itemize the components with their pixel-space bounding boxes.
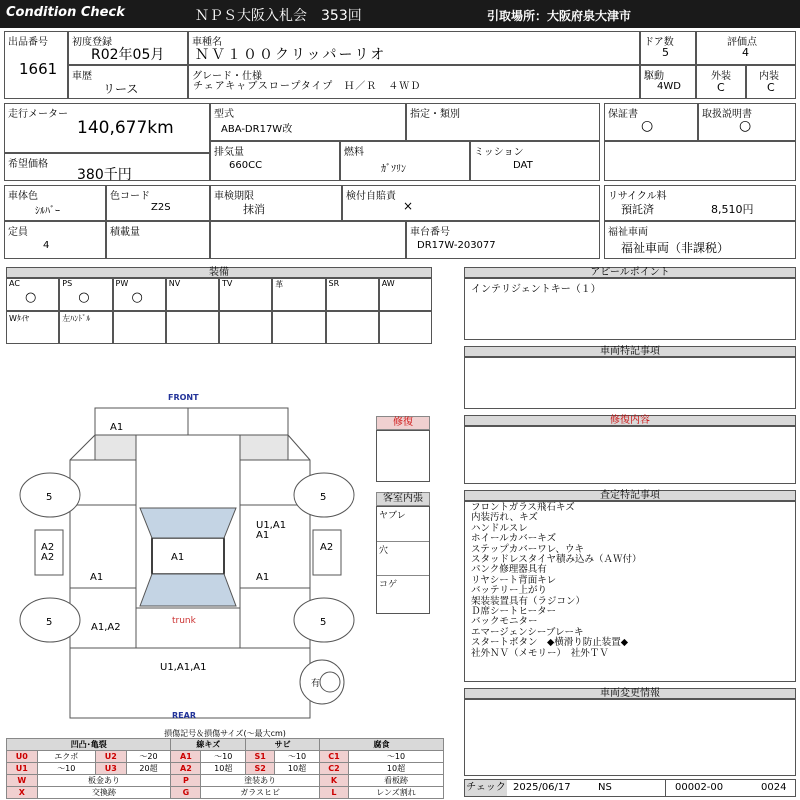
inspection-value: 抹消 — [243, 203, 265, 216]
legend-code: U1 — [7, 763, 38, 775]
equipment-cell-nv — [166, 278, 219, 311]
doors-value: 5 — [662, 46, 669, 59]
inspector: NS — [598, 782, 612, 793]
equipment-cell-row2 — [326, 311, 379, 344]
inspection-note: 社外ＮＶ（メモリー） 社外ＴＶ — [471, 647, 609, 659]
code-2: 0024 — [761, 782, 787, 793]
legend-desc: ガラスヒビ — [201, 787, 320, 799]
equipment-label: 革 — [275, 280, 284, 289]
liability-box: 検付自賠責 × — [342, 185, 600, 221]
pickup-location: 引取場所：大阪府泉大津市 — [487, 9, 632, 23]
legend-desc: ～10 — [349, 751, 444, 763]
special-title: 車両特記事項 — [464, 346, 796, 357]
cabin-item-burn: コゲ — [379, 580, 398, 590]
brand-title: Condition Check — [6, 5, 125, 20]
equipment-cell-row2 — [379, 311, 432, 344]
lot-number: 1661 — [19, 60, 58, 78]
equipment-row-2 — [6, 311, 432, 344]
equipment-cell-row2 — [166, 311, 219, 344]
front-windshield — [140, 508, 236, 538]
fuel-value: ｶﾞｿﾘﾝ — [381, 164, 406, 175]
legend-group: 腐食 — [319, 739, 443, 751]
spare-label: 有 — [311, 679, 321, 689]
changes-title: 車両変更情報 — [464, 688, 796, 699]
fuel-box: 燃料 ｶﾞｿﾘﾝ — [340, 141, 470, 181]
mark-rear-bumper: U1,A1,A1 — [160, 662, 207, 673]
model-box: 型式 ABA-DR17W改 — [210, 103, 406, 141]
car-diagram — [0, 380, 375, 725]
equipment-cell-row2 — [59, 311, 112, 344]
legend-code: W — [7, 775, 38, 787]
equipment-cell-row2 — [219, 311, 272, 344]
special-box — [464, 357, 796, 409]
interior-box: 内装 C — [746, 65, 796, 99]
price-value: 380千円 — [77, 167, 132, 183]
history-box: 車歴 リース — [68, 65, 188, 99]
inspection-notes-box — [464, 501, 796, 682]
footer-bar — [464, 779, 796, 797]
color-code-box: 色コード Z2S — [106, 185, 210, 221]
drive-value: 4WD — [657, 81, 681, 92]
mileage-value: 140,677km — [77, 118, 174, 138]
mark-right-mirror: A2 — [320, 542, 334, 553]
equipment-cell-pw — [113, 278, 166, 311]
legend-code: G — [171, 787, 201, 799]
liability-value: × — [403, 199, 414, 213]
first-reg-value: R02年05月 — [91, 47, 165, 63]
appeal-title: アピールポイント — [464, 267, 796, 278]
doors-box: ドア数 5 — [640, 31, 696, 65]
displacement-box: 排気量 660CC — [210, 141, 340, 181]
mark-left-mirror: A2 A2 — [41, 542, 55, 563]
appeal-text: インテリジェントキー（１） — [471, 284, 601, 295]
inspection-note: リヤシート背面キレ — [471, 574, 557, 586]
legend-code: U3 — [96, 763, 127, 775]
legend-code: P — [171, 775, 201, 787]
legend-desc: ～20 — [126, 751, 171, 763]
equipment-mark: ○ — [131, 290, 143, 305]
equipment-label: Wﾀｲﾔ — [9, 314, 29, 323]
recycle-box: リサイクル料 預託済 8,510円 — [604, 185, 796, 221]
equipment-cell-row2 — [272, 311, 325, 344]
mark-hood-left: A1 — [110, 422, 124, 433]
repair-box-title: 修復 — [376, 416, 430, 430]
cabin-title: 客室内張 — [376, 492, 430, 506]
cabin-item-tear: ヤブレ — [379, 511, 406, 521]
legend-desc: ～10 — [201, 751, 246, 763]
appeal-box — [464, 278, 796, 340]
equipment-cell-tv — [219, 278, 272, 311]
legend-desc: 板金あり — [37, 775, 171, 787]
drive-box: 駆動 4WD — [640, 65, 696, 99]
grade-value: チェアキャブスロープタイプ Ｈ／Ｒ ４ＷＤ — [193, 81, 422, 92]
inspection-note: フロントガラス飛石キズ — [471, 502, 575, 513]
equipment-label: NV — [168, 279, 181, 288]
legend-code: L — [319, 787, 348, 799]
cabin-box — [376, 506, 430, 614]
legend-desc: 10超 — [349, 763, 444, 775]
equipment-title: 装備 — [6, 267, 432, 278]
price-box: 希望価格 380千円 — [4, 153, 210, 181]
inspection-note: スタートボタン ◆横滑り防止装置◆ — [471, 637, 629, 649]
equipment-mark: ○ — [78, 290, 90, 305]
legend-code: C1 — [319, 751, 348, 763]
legend-group: 線キズ — [171, 739, 246, 751]
exterior-value: C — [717, 81, 725, 94]
equipment-mark: ○ — [25, 290, 37, 305]
legend-code: A2 — [171, 763, 201, 775]
equipment-label: SR — [328, 279, 340, 288]
equipment-row-1 — [6, 278, 432, 311]
legend-code: A1 — [171, 751, 201, 763]
equipment-cell-sr — [326, 278, 379, 311]
repair-box — [376, 430, 430, 482]
legend-code: C2 — [319, 763, 348, 775]
score-value: 4 — [742, 46, 749, 59]
legend-desc: ～10 — [275, 751, 320, 763]
equipment-cell-革 — [272, 278, 325, 311]
score-box: 評価点 4 — [696, 31, 796, 65]
rear-windshield — [140, 574, 236, 606]
warranty-box: 保証書 ○ — [604, 103, 698, 141]
first-reg-box: 初度登録 R02年05月 — [68, 31, 188, 65]
inspection-note: パンク修理器具有 — [471, 564, 547, 576]
inspection-note: 内装汚れ、キズ — [471, 512, 538, 524]
inspection-notes-list — [471, 503, 642, 659]
legend-code: S1 — [246, 751, 275, 763]
equipment-cell-row2 — [6, 311, 59, 344]
legend-code: S2 — [246, 763, 275, 775]
equipment-label: PS — [62, 279, 73, 288]
welfare-value: 福祉車両（非課税） — [621, 241, 730, 255]
auction-title: ＮＰＳ大阪入札会 353回 — [195, 8, 362, 24]
lot-box: 出品番号 1661 — [4, 31, 68, 99]
legend-desc: 交換跡 — [37, 787, 171, 799]
legend-desc: 20超 — [126, 763, 171, 775]
load-box: 積載量 — [106, 221, 210, 259]
mileage-box: 走行メーター 140,677km — [4, 103, 210, 153]
history-value: リース — [103, 82, 139, 96]
legend-group: サビ — [246, 739, 320, 751]
welfare-box: 福祉車両 福祉車両（非課税） — [604, 221, 796, 259]
inspection-note: 架装装置具有（ラジコン） — [471, 595, 586, 607]
mark-roof: A1 — [171, 552, 185, 563]
equipment-label: PW — [115, 279, 129, 288]
legend-desc: ～10 — [37, 763, 95, 775]
legend-code: U2 — [96, 751, 127, 763]
repair-content-box — [464, 426, 796, 484]
inspection-note: ホイールカバーキズ — [471, 533, 557, 545]
legend-code: X — [7, 787, 38, 799]
mark-right-front: U1,A1 A1 — [256, 520, 287, 541]
tire-fl-value: 5 — [46, 492, 53, 503]
mission-value: DAT — [513, 160, 533, 171]
legend-title: 損傷記号＆損傷サイズ(～最大cm) — [164, 729, 286, 738]
header-bar — [0, 0, 800, 28]
car-name-value: ＮＶ１００クリッパーリオ — [195, 47, 387, 63]
color-value: ｼﾙﾊﾞｰ — [35, 206, 60, 217]
color-code-value: Z2S — [151, 202, 171, 213]
legend-desc: エクボ — [37, 751, 95, 763]
mark-left-quarter: A1,A2 — [91, 622, 121, 633]
code-1: 00002-00 — [675, 782, 724, 793]
inspection-note: バックモニター — [471, 616, 538, 628]
inspection-note: Ｄ席シートヒーター — [471, 606, 557, 618]
legend-desc: レンズ割れ — [349, 787, 444, 799]
front-label: FRONT — [168, 393, 199, 402]
equipment-cell-aw — [379, 278, 432, 311]
empty-box-1 — [604, 141, 796, 181]
damage-legend — [6, 738, 444, 799]
car-name-box: 車種名 ＮＶ１００クリッパーリオ — [188, 31, 640, 65]
trunk-label: trunk — [172, 616, 196, 626]
tire-fr-value: 5 — [320, 492, 327, 503]
interior-value: C — [767, 81, 775, 94]
legend-desc: 10超 — [275, 763, 320, 775]
model-value: ABA-DR17W改 — [221, 124, 293, 135]
grade-box: グレード・仕様 チェアキャブスロープタイプ Ｈ／Ｒ ４ＷＤ — [188, 65, 640, 99]
inspection-note: ステップカバーワレ、ウキ — [471, 543, 584, 555]
capacity-value: 4 — [43, 240, 50, 251]
equipment-cell-ps — [59, 278, 112, 311]
inspection-note: バッテリー上がり — [471, 585, 548, 597]
recycle-amount: 8,510円 — [711, 203, 754, 216]
legend-desc: 10超 — [201, 763, 246, 775]
chassis-box: 車台番号 DR17W-203077 — [406, 221, 600, 259]
rear-label: REAR — [172, 711, 196, 720]
tire-rl-value: 5 — [46, 617, 53, 628]
legend-desc: 塗装あり — [201, 775, 320, 787]
equipment-cell-row2 — [113, 311, 166, 344]
equipment-grid — [6, 278, 432, 344]
exterior-box: 外装 C — [696, 65, 746, 99]
equipment-label: AC — [9, 279, 20, 288]
repair-content-title: 修復内容 — [464, 415, 796, 426]
displacement-value: 660CC — [229, 160, 263, 171]
legend-code: U0 — [7, 751, 38, 763]
legend-code: K — [319, 775, 348, 787]
check-date: 2025/06/17 — [513, 782, 571, 793]
manual-box: 取扱説明書 ○ — [698, 103, 796, 141]
equipment-label: TV — [222, 279, 233, 288]
inspection-note: エマージェンシーブレーキ — [471, 626, 584, 638]
recycle-status: 預託済 — [621, 203, 654, 216]
equipment-cell-ac — [6, 278, 59, 311]
mark-right-rear: A1 — [256, 572, 270, 583]
changes-box — [464, 699, 796, 776]
legend-desc: 看板跡 — [349, 775, 444, 787]
inspection-notes-title: 査定特記事項 — [464, 490, 796, 501]
empty-box-2 — [210, 221, 406, 259]
chassis-value: DR17W-203077 — [417, 240, 496, 251]
mission-box: ミッション DAT — [470, 141, 600, 181]
manual-value: ○ — [739, 118, 752, 134]
mark-left-front: A1 — [90, 572, 104, 583]
equipment-label: 左ﾊﾝﾄﾞﾙ — [62, 314, 91, 323]
inspection-note: スタッドレスタイヤ積み込み（ＡＷ付） — [471, 554, 642, 566]
inspection-note: ハンドルスレ — [471, 522, 528, 534]
warranty-value: ○ — [641, 118, 654, 134]
inspection-box: 車検期限 抹消 — [210, 185, 342, 221]
check-label: チェック — [465, 780, 507, 796]
tire-rr-value: 5 — [320, 617, 327, 628]
legend-group: 凹凸･亀裂 — [7, 739, 171, 751]
color-box: 車体色 ｼﾙﾊﾞｰ — [4, 185, 106, 221]
cabin-item-hole: 穴 — [379, 546, 389, 556]
equipment-label: AW — [381, 279, 395, 288]
designation-box: 指定・類別 — [406, 103, 600, 141]
capacity-box: 定員 4 — [4, 221, 106, 259]
